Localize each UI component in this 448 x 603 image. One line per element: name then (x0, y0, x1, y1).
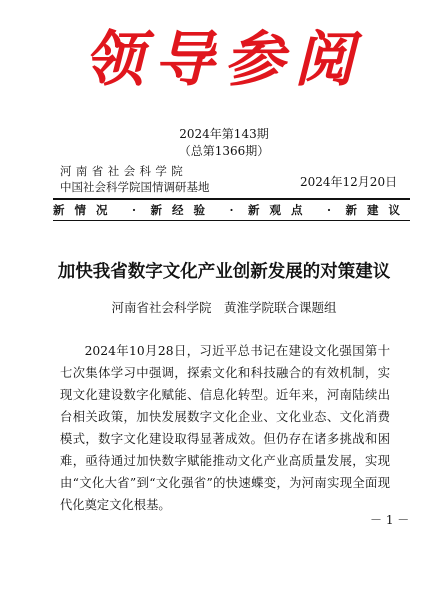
body-paragraph: 2024年10月28日，习近平总书记在建设文化强国第十七次集体学习中强调，探索文化和科技融合的有效机制，实现文化建设数字化赋能、信息化转型。近年来，河南陆续出台相关政策，加快发展数字文化企业、文化业态、文化消费模式，数字文化建设取得显著成效。但仍存在诸多挑战和困难，亟待通过加快数字赋能推动文化产业高质量发展，实现由“文化大省”到“文化强省”的快速蝶变，为河南实现全面现代化奠定文化根基。 (60, 344, 390, 512)
slogan-separator: · (131, 203, 136, 217)
header-rule-bottom (53, 220, 410, 221)
masthead-title: 领导参阅 (84, 25, 364, 95)
slogan-separator: · (229, 203, 234, 217)
slogan-separator: · (326, 203, 331, 217)
issue-total-number: （总第1366期） (178, 144, 270, 158)
publisher-name: 河南省社会科学院 (60, 164, 188, 178)
publish-date: 2024年12月20日 (300, 175, 398, 189)
slogan-item: 新建议 (345, 203, 410, 217)
article-title: 加快我省数字文化产业创新发展的对策建议 (57, 262, 391, 282)
publisher-base: 中国社会科学院国情调研基地 (60, 180, 210, 194)
page-number: － 1 － (370, 513, 410, 527)
slogan-item: 新经验 (150, 203, 215, 217)
slogan-item: 新情况 (53, 203, 118, 217)
header-rule-top (53, 198, 410, 200)
slogan-bar (53, 201, 410, 219)
issue-number: 2024年第143期 (179, 127, 269, 141)
article-authors: 河南省社会科学院 黄淮学院联合课题组 (111, 300, 337, 315)
slogan-item: 新观点 (247, 203, 313, 217)
